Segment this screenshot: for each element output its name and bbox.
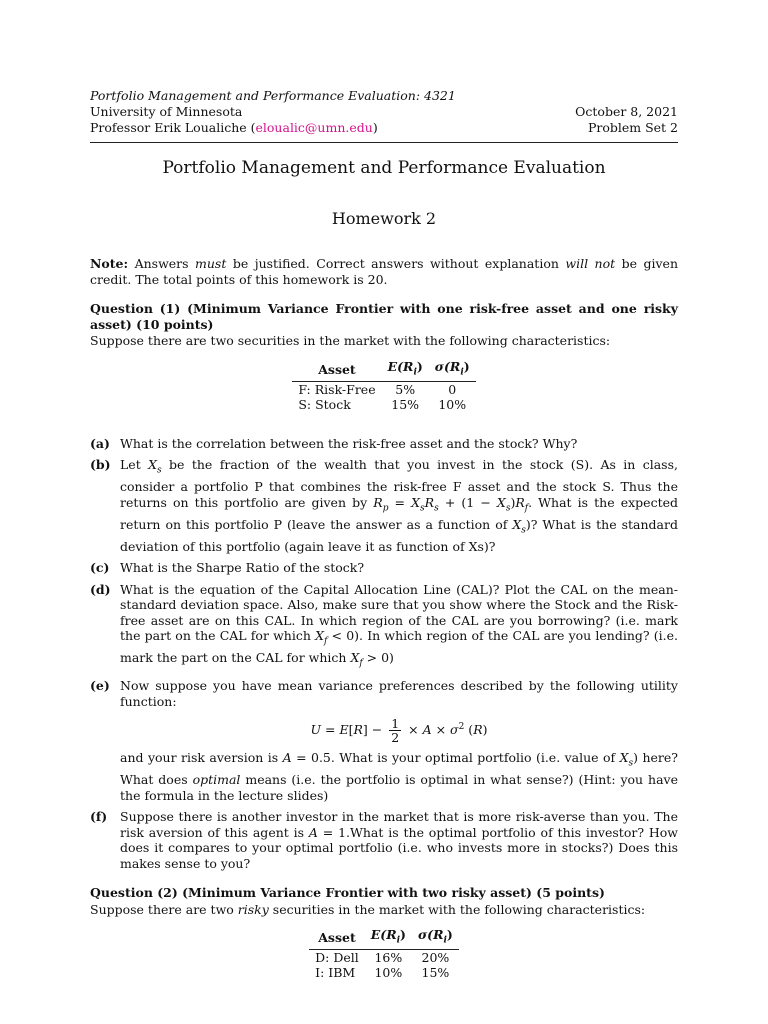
text-run: < 0). In which region of the CAL are you lending? (i.e. mark the part on the CAL for which [120, 628, 679, 665]
text-run: = 0.5. What is your optimal portfolio (i.e. value of [291, 750, 620, 765]
professor [90, 120, 378, 136]
item-label: (e) [90, 678, 110, 693]
document-body [90, 256, 678, 980]
professor-suffix: ) [372, 120, 378, 135]
item-text: Now suppose you have mean variance preferences described by the following utility function: U = E[R] − $\frac{1}{2}$ × $A \times \sigma^2$ (R) and your risk aversion is A = 0.5. What is your optimal portfolio (i.e. value of $X_s$) here? What does optimal means (i.e. the portfolio is optimal in what sense?) (Hint: you have the formula in the lecture slides) [120, 678, 678, 803]
item-label: (b) [90, 457, 111, 472]
item-a [90, 436, 678, 452]
table-header: Asset [292, 359, 381, 382]
text-run: )? What is the standard deviation of this portfolio (again leave it as function of Xs)? [120, 516, 678, 554]
table-header: $E(R_i)$ [365, 927, 412, 950]
text-run: securities in the market with the following characteristics: [268, 901, 646, 917]
table-row [309, 950, 459, 966]
table-row [292, 397, 475, 412]
table-header: Asset [309, 927, 365, 950]
text-run: = 1.What is the optimal portfolio of this investor? How does it compares to your optimal portfolio (i.e. who invests more in stocks?) Does this makes sense to you? [120, 824, 678, 871]
text-run: Let [120, 457, 149, 472]
item-text: What is the correlation between the risk-free asset and the stock? Why? [120, 435, 578, 451]
table-cell: 5% [395, 381, 416, 397]
item-f [90, 809, 678, 871]
item-d [90, 582, 678, 673]
text-emphasis: optimal [192, 772, 241, 787]
table-cell: F: Risk-Free [298, 381, 376, 397]
note-emphasis: must [195, 256, 227, 271]
table-row [309, 965, 459, 980]
text-run: > 0) [362, 650, 394, 665]
question-1-items [90, 436, 678, 872]
text-run: What is the equation of the Capital Allocation Line (CAL)? Plot the CAL on the mean-standard deviation space. Also, make sure that you show where the Stock and the Risk-free asset are on this CAL. In which region of the CAL are you borrowing? (i.e. mark the part on the CAL for which [120, 581, 678, 643]
item-label: (f) [90, 809, 108, 824]
email-link[interactable]: eloualic@umn.edu [255, 120, 373, 135]
header-rule [90, 142, 678, 143]
table-header: $\sigma(R_i)$ [412, 927, 459, 950]
table-cell: 15% [421, 965, 450, 980]
text-run: . What is the expected return on this portfolio P (leave the answer as a function of [120, 494, 678, 532]
header-text: σ(R [434, 358, 461, 374]
math-var: A [282, 750, 292, 765]
header-text: E(R [370, 927, 397, 942]
university: University of Minnesota [90, 104, 243, 119]
item-b [90, 457, 678, 554]
table-cell: 20% [421, 950, 450, 965]
question-2-intro [90, 902, 678, 918]
item-text [120, 809, 678, 871]
item-text: What is the Sharpe Ratio of the stock? [120, 560, 365, 575]
table-cell: 16% [374, 950, 403, 965]
table-header: $\sigma(R_i)$ [429, 359, 476, 382]
item-label: (c) [90, 560, 110, 575]
table-row [292, 381, 475, 397]
item-text: What is the equation of the Capital Allocation Line (CAL)? Plot the CAL on the mean-standard deviation space. Also, make sure that you show where the Stock and the Risk-free asset are on this CAL. In which region of the CAL are you borrowing? (i.e. mark the part on the CAL for which $X_f < 0$). In which region of the CAL are you lending? (i.e. mark the part on the CAL for which $X_f > 0$) [120, 581, 679, 669]
header-text: σ(R [417, 927, 444, 942]
item-label: (d) [90, 581, 111, 597]
table-cell: 10% [438, 396, 467, 412]
asset-table-1 [292, 359, 475, 412]
table-cell: S: Stock [298, 396, 351, 412]
note-text: be given credit. The total points of this homework is 20. [90, 256, 678, 287]
math-var: A [308, 824, 318, 840]
header-text: E(R [387, 358, 414, 374]
table-cell: 10% [374, 965, 403, 980]
text-run: Suppose there are two [90, 901, 238, 917]
text-run: Now suppose you have mean variance preferences described by the following utility function: [120, 678, 678, 709]
item-c [90, 560, 678, 576]
item-label: (a) [90, 435, 110, 451]
note-paragraph [90, 256, 678, 287]
text-run: ) here? What does [120, 750, 678, 787]
date: October 8, 2021 [575, 104, 678, 119]
page-title: Portfolio Management and Performance Evaluation [162, 158, 606, 178]
text-run: be the fraction of the wealth that you invest in the stock (S). As in class, consider a portfolio P that combines the risk-free F asset and the stock S. Thus the returns on this portfolio are given by [120, 457, 678, 510]
text-run: means (i.e. the portfolio is optimal in what sense?) (Hint: you have the formula in the lecture slides) [120, 772, 678, 803]
problem-set: Problem Set 2 [587, 120, 678, 135]
table-header: $E(R_i)$ [382, 359, 429, 382]
item-e [90, 678, 678, 803]
table-cell: D: Dell [315, 950, 359, 965]
utility-equation: U = E[R] − $\frac{1}{2}$ × $A \times \sigma^2$ (R) [310, 716, 488, 745]
text-run: and your risk aversion is [120, 750, 283, 765]
text-run: Suppose there is another investor in the market that is more risk-averse than you. The risk aversion of this agent is [120, 809, 678, 840]
page-subtitle: Homework 2 [331, 209, 437, 228]
asset-table-2 [309, 927, 459, 980]
page-header [90, 88, 678, 136]
item-text: Let $X_s$ be the fraction of the wealth that you invest in the stock (S). As in class, consider a portfolio P that combines the risk-free F asset and the stock S. Thus the returns on this portfolio are given by $R_p = X_sR_s + (1 - X_s)R_f$. What is the expected return on this portfolio P (leave the answer as a function of $X_s$)? What is the standard deviation of this portfolio (again leave it as function of Xs)? [120, 457, 678, 554]
note-label: Note: [90, 256, 129, 271]
table-cell: 15% [391, 396, 420, 412]
note-text: Answers [128, 256, 196, 271]
professor-name: Professor Erik Loualiche ( [90, 120, 256, 135]
table-cell: I: IBM [315, 965, 356, 980]
course-title: Portfolio Management and Performance Evaluation: 4321 [90, 88, 456, 103]
note-text: be justified. Correct answers without explanation [226, 256, 566, 271]
table-cell: 0 [448, 381, 457, 397]
note-emphasis: will not [565, 256, 616, 271]
question-1-heading: Question (1) (Minimum Variance Frontier with one risk-free asset and one risky asset) (10 points) [90, 301, 678, 332]
question-1-intro: Suppose there are two securities in the market with the following characteristics: [90, 333, 611, 348]
text-emphasis: risky [237, 901, 269, 917]
question-2-heading: Question (2) (Minimum Variance Frontier with two risky asset) (5 points) [90, 885, 605, 900]
